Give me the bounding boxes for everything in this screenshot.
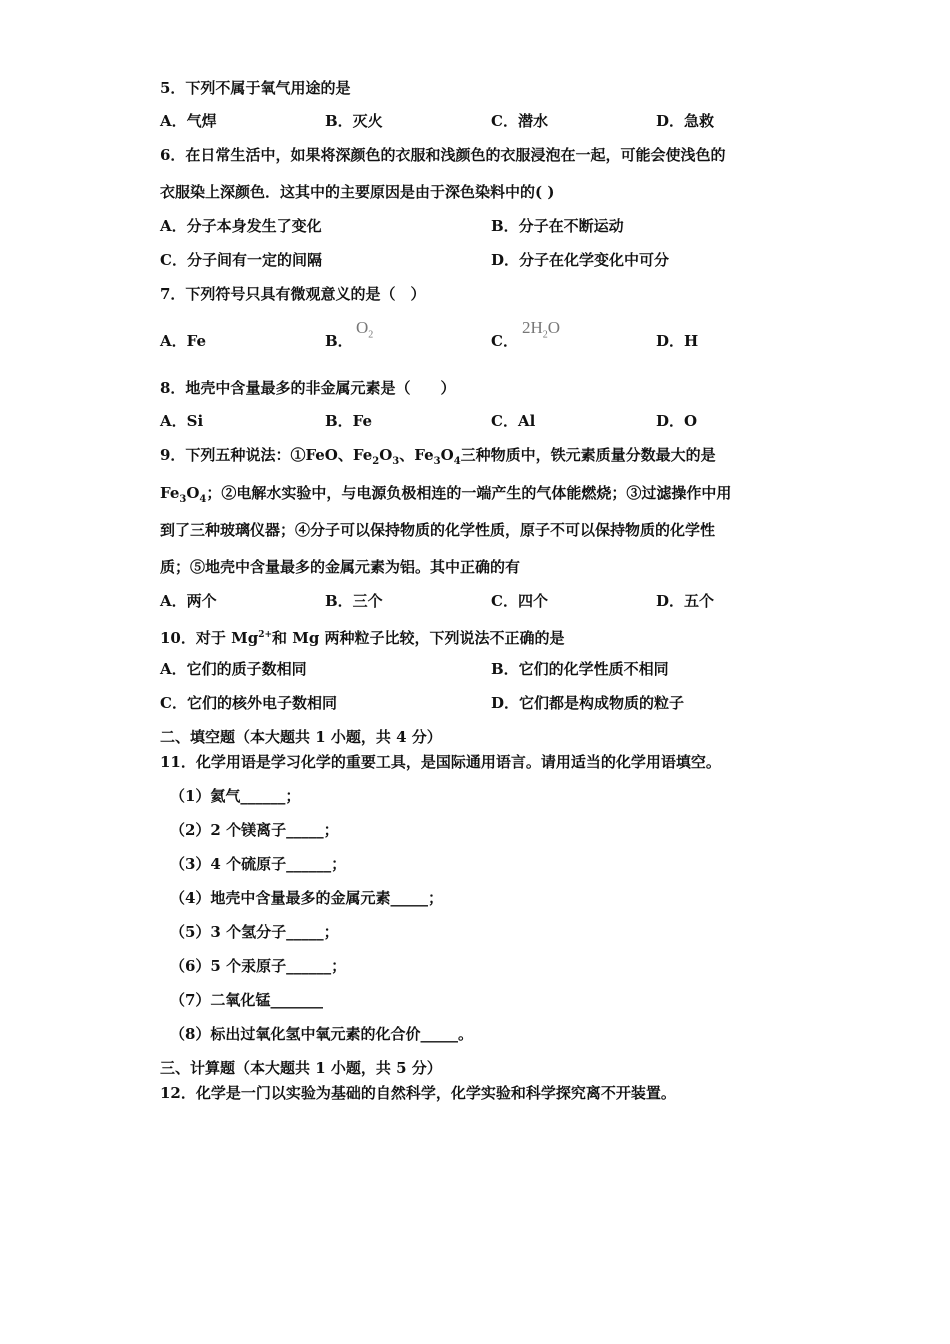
q5-option-c: C．潜水: [491, 112, 548, 130]
q9-stem-line2: $Fe_3O_4$；②电解水实验中，与电源负极相连的一端产生的气体能燃烧；③过滤操作中用: [160, 484, 732, 505]
q6-option-c: C．分子间有一定的间隔: [160, 251, 322, 269]
q11-item-6: （6）5 个汞原子______；: [170, 957, 347, 975]
q9-option-c: C．四个: [491, 592, 548, 610]
q9-stem-line1: 9．下列五种说法：①FeO、$Fe_2O_3$、$Fe_3O_4$三种物质中，铁元素质量分数最大的是: [160, 446, 716, 467]
q11-item-7: （7）二氧化锰_______: [170, 991, 323, 1009]
q7-formula-2h2o: $2H_2O$: [522, 318, 561, 341]
q10-option-b: B．它们的化学性质不相同: [491, 660, 669, 678]
q8-option-b: B．Fe: [325, 412, 373, 430]
q8-stem: 8．地壳中含量最多的非金属元素是（ ）: [160, 379, 456, 397]
q11-item-8: （8）标出过氧化氢中氧元素的化合价_____。: [170, 1025, 473, 1043]
q11-item-1: （1）氦气______；: [170, 787, 301, 805]
q9-stem-line4: 质；⑤地壳中含量最多的金属元素为铝。其中正确的有: [160, 558, 521, 576]
q7-stem: 7．下列符号只具有微观意义的是（ ）: [160, 285, 426, 303]
section-2-heading: 二、填空题（本大题共 1 小题，共 4 分）: [160, 728, 442, 746]
q10-option-a: A．它们的质子数相同: [160, 660, 307, 678]
q7-formula-o2: $O_2$: [356, 318, 374, 341]
q7-option-c: C．: [491, 332, 518, 350]
q5-option-b: B．灭火: [325, 112, 383, 130]
q9-option-d: D．五个: [656, 592, 715, 610]
q11-item-2: （2）2 个镁离子_____；: [170, 821, 339, 839]
q8-option-a: A．Si: [160, 412, 204, 430]
q6-option-d: D．分子在化学变化中可分: [491, 251, 670, 269]
q11-item-3: （3）4 个硫原子______；: [170, 855, 347, 873]
q7-option-b: B．: [325, 332, 353, 350]
q7-option-d: D．H: [656, 332, 699, 350]
q6-option-a: A．分子本身发生了变化: [160, 217, 322, 235]
q6-stem-line1: 6．在日常生活中，如果将深颜色的衣服和浅颜色的衣服浸泡在一起，可能会使浅色的: [160, 146, 726, 164]
q5-option-d: D．急救: [656, 112, 715, 130]
q9-option-b: B．三个: [325, 592, 383, 610]
q11-item-4: （4）地壳中含量最多的金属元素_____；: [170, 889, 443, 907]
q5-stem: 5．下列不属于氧气用途的是: [160, 79, 351, 97]
q12-stem: 12．化学是一门以实验为基础的自然科学，化学实验和科学探究离不开装置。: [160, 1084, 676, 1102]
q10-option-d: D．它们都是构成物质的粒子: [491, 694, 685, 712]
q9-option-a: A．两个: [160, 592, 217, 610]
section-3-heading: 三、计算题（本大题共 1 小题，共 5 分）: [160, 1059, 442, 1077]
q8-option-c: C．Al: [491, 412, 536, 430]
q11-stem: 11．化学用语是学习化学的重要工具，是国际通用语言。请用适当的化学用语填空。: [160, 753, 721, 771]
q8-option-d: D．O: [656, 412, 698, 430]
q9-stem-line3: 到了三种玻璃仪器；④分子可以保持物质的化学性质，原子不可以保持物质的化学性: [160, 521, 716, 539]
q7-option-a: A．Fe: [160, 332, 207, 350]
q10-stem: 10．对于 $Mg^{2+}$和 Mg 两种粒子比较，下列说法不正确的是: [160, 629, 565, 647]
q11-item-5: （5）3 个氢分子_____；: [170, 923, 339, 941]
q5-option-a: A．气焊: [160, 112, 217, 130]
q6-stem-line2: 衣服染上深颜色．这其中的主要原因是由于深色染料中的( ): [160, 183, 555, 201]
q10-option-c: C．它们的核外电子数相同: [160, 694, 337, 712]
q6-option-b: B．分子在不断运动: [491, 217, 624, 235]
